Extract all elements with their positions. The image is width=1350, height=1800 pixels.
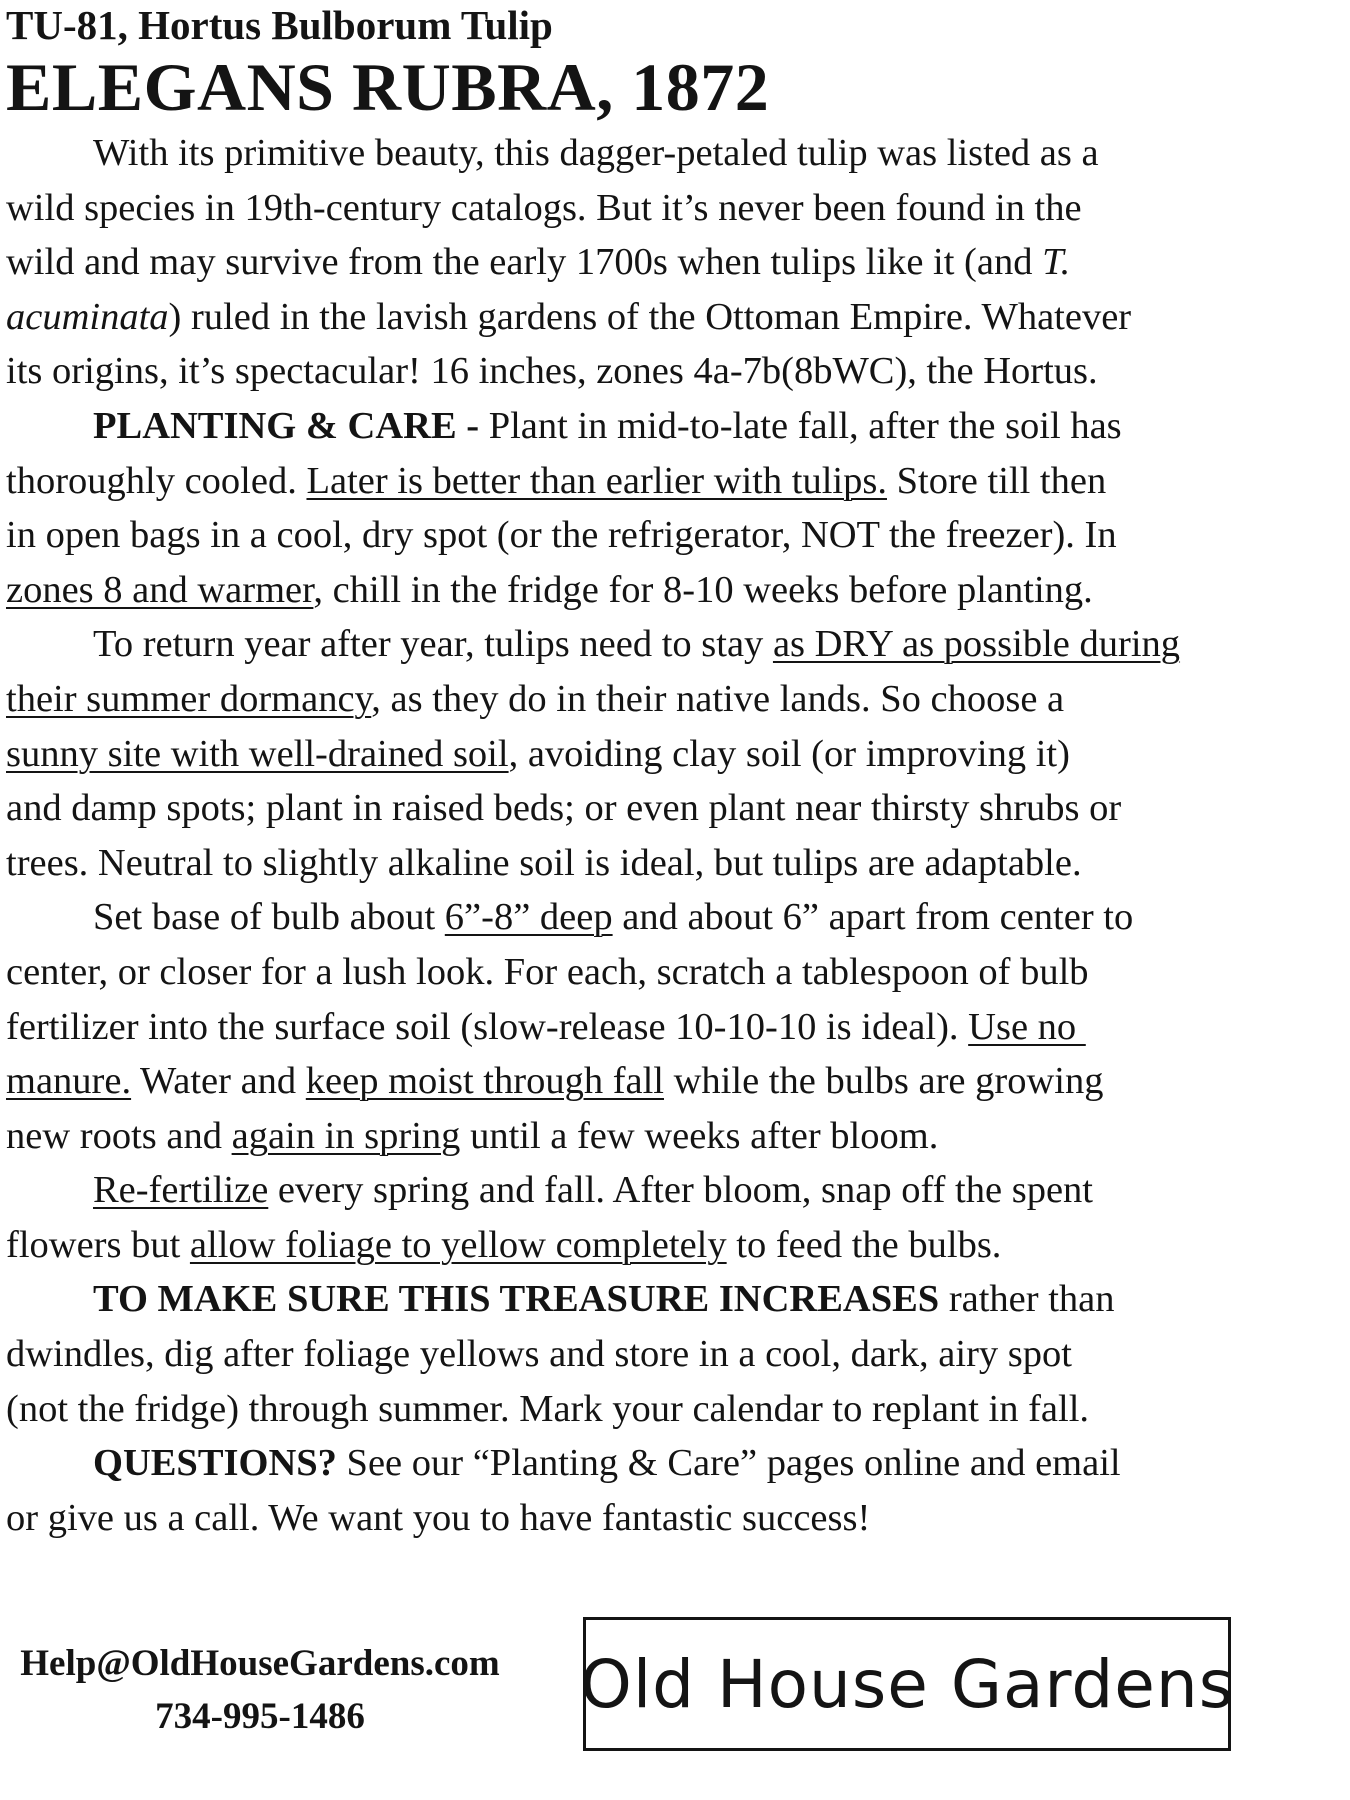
questions-paragraph [6, 1436, 1306, 1545]
product-code-line: TU-81, Hortus Bulborum Tulip [6, 2, 553, 48]
text-run: , avoiding clay soil (or improving it) [508, 732, 1070, 775]
contact-email: Help@OldHouseGardens.com [20, 1643, 500, 1684]
emphasis-underline: zones 8 and warmer [6, 568, 314, 611]
emphasis-underline: as DRY as possible during [772, 623, 1181, 666]
emphasis-underline: their summer dormancy [6, 677, 372, 720]
text-line [6, 290, 1306, 345]
contact-phone: 734-995-1486 [155, 1696, 365, 1737]
text-run: flowers but [6, 1223, 190, 1266]
emphasis-underline: Later is better than earlier with tulips. [306, 459, 887, 502]
species-name-part: T. [1042, 241, 1071, 284]
emphasis-underline: sunny site with well-drained soil [6, 732, 509, 775]
text-line: or give us a call. We want you to have fantastic success! [6, 1496, 871, 1539]
text-line: center, or closer for a lush look. For each, scratch a tablespoon of bulb [6, 950, 1089, 993]
text-line: trees. Neutral to slightly alkaline soil is ideal, but tulips are adaptable. [6, 841, 1082, 884]
emphasis-underline: again in spring [231, 1114, 461, 1157]
text-run: Set base of bulb about [93, 896, 445, 939]
text-run: thoroughly cooled. [6, 459, 307, 502]
text-line [6, 454, 1306, 509]
text-line [6, 399, 1306, 454]
emphasis-underline: manure. [6, 1060, 132, 1103]
text-line: (not the fridge) through summer. Mark your calendar to replant in fall. [6, 1387, 1090, 1430]
text-line: in open bags in a cool, dry spot (or the refrigerator, NOT the freezer). In [6, 514, 1117, 557]
emphasis-underline: 6”-8” deep [444, 896, 613, 939]
text-line [6, 1218, 1306, 1273]
text-line [6, 1000, 1306, 1055]
company-logo: Old House Gardens [579, 1645, 1235, 1723]
contact-block [10, 1637, 510, 1743]
text-run: ) ruled in the lavish gardens of the Ottoman Empire. Whatever [168, 295, 1132, 338]
increase-paragraph [6, 1272, 1306, 1436]
planting-care-paragraph [6, 399, 1306, 617]
text-run: to feed the bulbs. [726, 1223, 1002, 1266]
text-line: its origins, it’s spectacular! 16 inches, zones 4a-7b(8bWC), the Hortus. [6, 350, 1098, 393]
text-run: new roots and [6, 1114, 232, 1157]
description-paragraph [6, 126, 1306, 399]
text-line: With its primitive beauty, this dagger-petaled tulip was listed as a [93, 132, 1099, 174]
bulb-depth-paragraph [6, 890, 1306, 1163]
text-run: , chill in the fridge for 8-10 weeks before planting. [313, 568, 1093, 611]
text-line [6, 1436, 1306, 1491]
text-line [6, 890, 1306, 945]
text-line [6, 1054, 1306, 1109]
text-run: Store till then [886, 459, 1107, 502]
text-line [6, 672, 1306, 727]
company-logo-box [579, 1617, 1235, 1751]
section-heading: PLANTING & CARE - [93, 404, 480, 447]
text-line [6, 1163, 1306, 1218]
text-line [6, 1272, 1306, 1327]
emphasis-underline: Re-fertilize [93, 1169, 269, 1212]
text-run: while the bulbs are growing [664, 1060, 1104, 1103]
text-line [6, 563, 1306, 618]
text-line [6, 1109, 1306, 1164]
emphasis-underline: allow foliage to yellow completely [189, 1223, 727, 1266]
section-heading: TO MAKE SURE THIS TREASURE INCREASES [93, 1278, 940, 1321]
emphasis-underline: Use no [968, 1005, 1086, 1048]
text-run: fertilizer into the surface soil (slow-release 10-10-10 is ideal). [6, 1005, 969, 1048]
text-line: wild species in 19th-century catalogs. But it’s never been found in the [6, 186, 1082, 229]
text-run: See our “Planting & Care” pages online and email [336, 1442, 1121, 1485]
text-run: rather than [939, 1278, 1115, 1321]
text-run: To return year after year, tulips need to stay [93, 623, 773, 666]
text-run: every spring and fall. After bloom, snap off the spent [268, 1169, 1093, 1212]
text-run: wild and may survive from the early 1700s when tulips like it (and [6, 241, 1043, 284]
text-run: , as they do in their native lands. So choose a [371, 677, 1065, 720]
section-heading: QUESTIONS? [93, 1442, 337, 1485]
text-line: dwindles, dig after foliage yellows and store in a cool, dark, airy spot [6, 1333, 1072, 1376]
text-run: and about 6” apart from center to [612, 896, 1134, 939]
text-line [6, 235, 1306, 290]
text-line [6, 727, 1306, 782]
text-line: and damp spots; plant in raised beds; or even plant near thirsty shrubs or [6, 787, 1122, 830]
emphasis-underline: keep moist through fall [305, 1060, 664, 1103]
species-name-part: acuminata [6, 295, 169, 338]
text-run: Water and [131, 1060, 306, 1103]
label-sheet [6, 0, 1306, 1545]
dry-dormancy-paragraph [6, 617, 1306, 890]
text-line [6, 617, 1306, 672]
text-run: until a few weeks after bloom. [460, 1114, 939, 1157]
text-run: Plant in mid-to-late fall, after the soil has [479, 404, 1122, 447]
product-title: ELEGANS RUBRA, 1872 [6, 49, 770, 125]
refertilize-paragraph [6, 1163, 1306, 1272]
